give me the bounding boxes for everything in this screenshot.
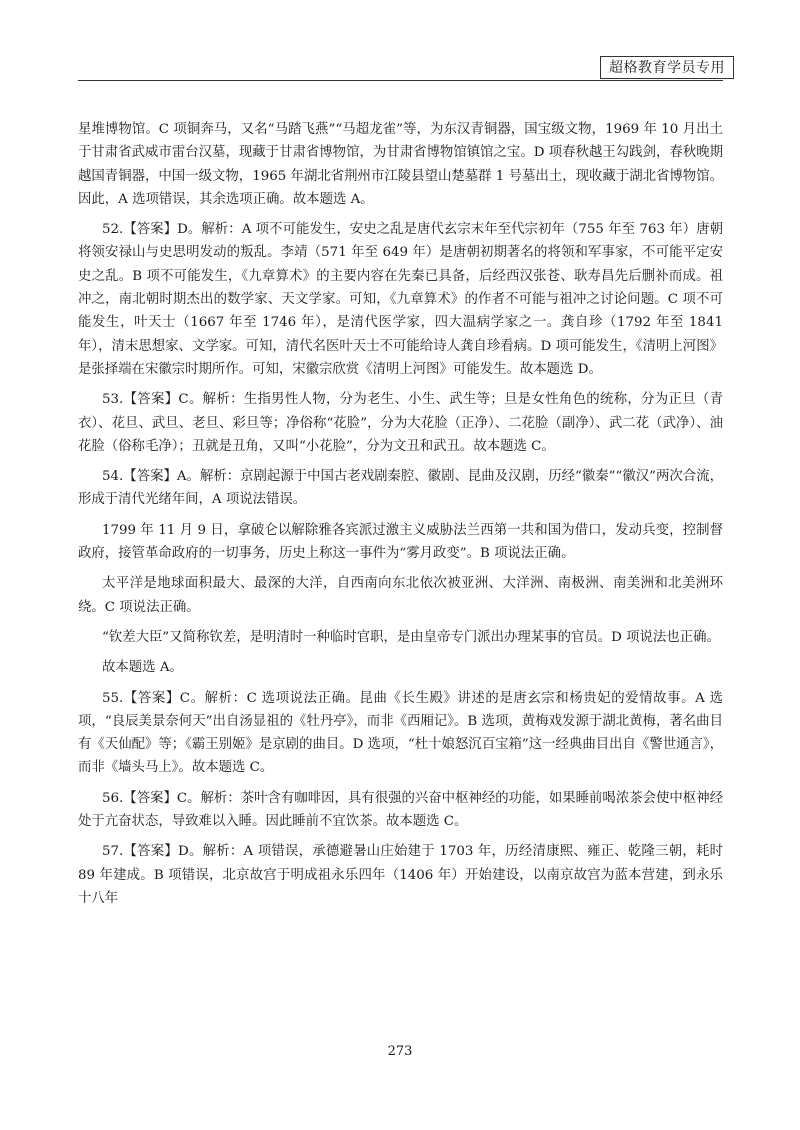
page-body xyxy=(78,118,723,917)
paragraph: 1799 年 11 月 9 日，拿破仑以解除雅各宾派过激主义威胁法兰西第一共和国为借口，发动兵变，控制督政府，接管革命政府的一切事务，历史上称这一事件为“雾月政变”。B 项说法正确。 xyxy=(78,522,723,562)
header-divider xyxy=(78,80,723,81)
page-number: 273 xyxy=(387,1044,413,1059)
answer-54: 54.【答案】A。解析：京剧起源于中国古老戏剧秦腔、徽剧、昆曲及汉剧，历经“徽秦”“徽汉”两次合流，形成于清代光绪年间，A 项说法错误。 xyxy=(78,469,723,508)
paragraph: 太平洋是地球面积最大、最深的大洋，自西南向东北依次被亚洲、大洋洲、南极洲、南美洲和北美洲环绕。C 项说法正确。 xyxy=(78,576,723,615)
paragraph: “钦差大臣”又简称钦差，是明清时一种临时官职，是由皇帝专门派出办理某事的官员。D 项说法也正确。 xyxy=(102,629,720,645)
paragraph: 故本题选 A。 xyxy=(102,660,183,676)
answer-57: 57.【答案】D。解析：A 项错误，承德避暑山庄始建于 1703 年，历经清康熙、雍正、乾隆三朝，耗时 89 年建成。B 项错误，北京故宫于明成祖永乐四年（1406 年）开始建设，以南京故宫为蓝本营建，到永乐十八年 xyxy=(78,844,723,906)
header-badge: 超格教育学员专用 xyxy=(600,56,734,79)
answer-55: 55.【答案】C。解析：C 选项说法正确。昆曲《长生殿》讲述的是唐玄宗和杨贵妃的爱情故事。A 选项，“良辰美景奈何天”出自汤显祖的《牡丹亭》，而非《西厢记》。B 选项，黄梅戏发源于湖北黄梅，著名曲目有《天仙配》等；《霸王别姬》是京剧的曲目。D 选项，“杜十娘怒沉百宝箱”这一经典曲目出自《警世通言》，而非《墙头马上》。故本题选 C。 xyxy=(78,690,723,776)
answer-56: 56.【答案】C。解析：茶叶含有咖啡因，具有很强的兴奋中枢神经的功能，如果睡前喝浓茶会使中枢神经处于亢奋状态，导致难以入睡。因此睡前不宜饮茶。故本题选 C。 xyxy=(78,790,723,830)
answer-53: 53.【答案】C。解析：生指男性人物，分为老生、小生、武生等；旦是女性角色的统称，分为正旦（青衣）、花旦、武旦、老旦、彩旦等；净俗称“花脸”，分为大花脸（正净）、二花脸（副净）、武二花（武净）、油花脸（俗称毛净）；丑就是丑角，又叫“小花脸”，分为文丑和武丑。故本题选 C。 xyxy=(78,392,723,454)
answer-52: 52.【答案】D。解析：A 项不可能发生，安史之乱是唐代玄宗末年至代宗初年（755 年至 763 年）唐朝将领安禄山与史思明发动的叛乱。李靖（571 年至 649 年）是唐朝初期著名的将领和军事家，不可能平定安史之乱。B 项不可能发生，《九章算术》的主要内容在先秦已具备，后经西汉张苍、耿寿昌先后删补而成。祖冲之，南北朝时期杰出的数学家、天文学家。可知，《九章算术》的作者不可能与祖冲之讨论问题。C 项不可能发生，叶天士（1667 年至 1746 年），是清代医学家，四大温病学家之一。龚自珍（1792 年至 1841 年），清末思想家、文学家。可知，清代名医叶天士不可能给诗人龚自珍看病。D 项可能发生，《清明上河图》是张择端在宋徽宗时期所作。可知，宋徽宗欣赏《清明上河图》可能发生。故本题选 D。 xyxy=(78,222,723,377)
paragraph: 星堆博物馆。C 项铜奔马，又名“马踏飞燕”“马超龙雀”等，为东汉青铜器，国宝级文物，1969 年 10 月出土于甘肃省武威市雷台汉墓，现藏于甘肃省博物馆，为甘肃省博物馆镇馆之宝。D 项春秋越王勾践剑，春秋晚期越国青铜器，中国一级文物，1965 年湖北省荆州市江陵县望山楚墓群 1 号墓出土，现收藏于湖北省博物馆。因此，A 选项错误，其余选项正确。故本题选 A。 xyxy=(78,122,723,207)
